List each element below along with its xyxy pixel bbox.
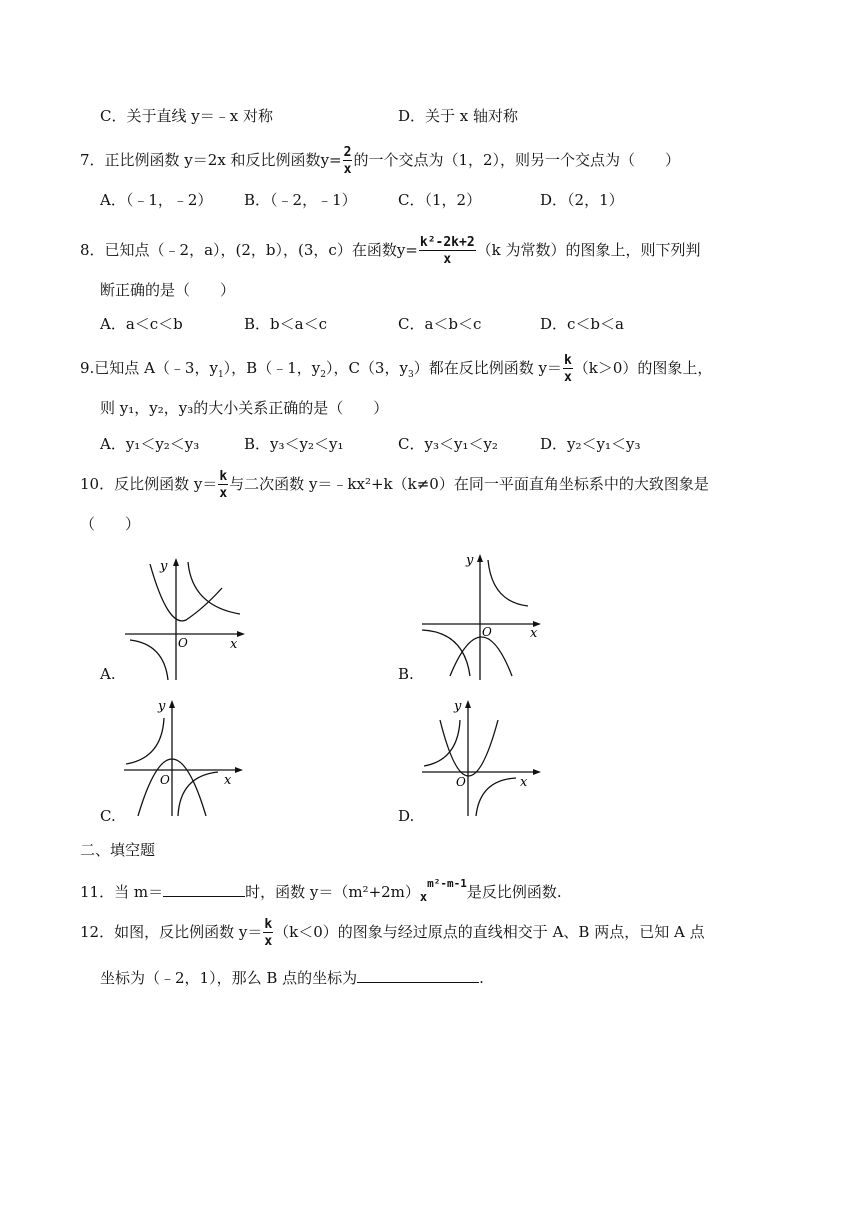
graph-a-label: A. xyxy=(100,665,116,683)
graph-d-label: D. xyxy=(398,807,415,825)
question-10-line-2: （ ） xyxy=(80,515,141,533)
question-8-line-2: 断正确的是（ ） xyxy=(100,281,236,299)
graph-c-label: C. xyxy=(100,807,116,825)
origin-label: O xyxy=(178,636,188,650)
graph-b xyxy=(420,548,550,683)
answer-blank[interactable] xyxy=(357,968,479,983)
question-8: 8．已知点（﹣2，a），(2，b），(3，c）在函数y= $\frac{\text{k²-2k+2}}{x}$ （k 为常数）的图象上，则下列判 xyxy=(80,235,701,267)
graph-c xyxy=(122,692,252,822)
fraction: $\frac{\text{k²-2k+2}}{x}$ xyxy=(419,235,475,267)
question-10: 10．反比例函数 y＝ $\frac{k}{x}$ 与二次函数 y＝﹣kx²+k（k≠0）在同一平面直角坐标系中的大致图象是 xyxy=(80,469,709,501)
q9-option-a: A．y₁＜y₂＜y₃ xyxy=(100,435,200,453)
hyperbola-branch-1 xyxy=(188,562,240,614)
hyperbola-branch-2 xyxy=(476,778,516,816)
question-9: 9.已知点 A（﹣3，$y_1$），B（﹣1，$y_2$），C（3，$y_3$）都在反比例函数 y＝ $\frac{k}{x}$ （k＞0）的图象上， xyxy=(80,353,713,385)
hyperbola-branch-1 xyxy=(488,560,528,606)
hyperbola-branch-2 xyxy=(422,630,470,676)
parabola-curve xyxy=(440,720,498,776)
q7-option-c: C．（1，2） xyxy=(398,191,482,209)
q7-option-a: A．（﹣1，﹣2） xyxy=(100,191,213,209)
q6-option-c: C．关于直线 y＝﹣x 对称 xyxy=(100,107,273,125)
question-12-line-2: 坐标为（﹣2，1），那么 B 点的坐标为 . xyxy=(100,969,484,987)
q9-option-c: C．y₃＜y₁＜y₂ xyxy=(398,435,498,453)
origin-label: O xyxy=(482,625,492,639)
hyperbola-branch-2 xyxy=(130,640,168,680)
hyperbola-branch-1 xyxy=(126,718,164,764)
q7-option-b: B．（﹣2，﹣1） xyxy=(244,191,357,209)
fraction: $\frac{k}{x}$ xyxy=(563,353,572,385)
question-7: 7．正比例函数 y＝2x 和反比例函数y= $\frac{2}{x}$ 的一个交点为（1，2），则另一个交点为（ ） xyxy=(80,145,681,177)
origin-label: O xyxy=(160,773,170,787)
q8-option-d: D．c＜b＜a xyxy=(540,315,624,333)
q9-option-d: D．y₂＜y₁＜y₃ xyxy=(540,435,641,453)
axis-y-label: y xyxy=(454,699,462,714)
parabola-curve xyxy=(450,637,512,676)
axis-x-label: x xyxy=(230,637,238,652)
fraction: $\frac{2}{x}$ xyxy=(343,145,352,177)
fraction: $\frac{k}{x}$ xyxy=(264,917,273,949)
fraction: $\frac{k}{x}$ xyxy=(219,469,228,501)
section-heading: 二、填空题 xyxy=(80,841,156,859)
axis-x-label: x xyxy=(224,773,232,788)
axis-x-label: x xyxy=(520,775,528,790)
axis-x-label: x xyxy=(530,626,538,641)
answer-blank[interactable] xyxy=(163,882,245,897)
graph-a xyxy=(120,548,250,683)
q8-option-b: B．b＜a＜c xyxy=(244,315,327,333)
q8-option-c: C．a＜b＜c xyxy=(398,315,482,333)
q8-option-a: A．a＜c＜b xyxy=(100,315,183,333)
axis-y-label: y xyxy=(466,553,474,568)
origin-label: O xyxy=(456,775,466,789)
q6-option-d: D．关于 x 轴对称 xyxy=(398,107,519,125)
graph-b-label: B. xyxy=(398,665,414,683)
question-11: 11．当 m＝ 时，函数 $y=(m^2+2m)_x^{m^2-m-1}$是反比例函数. xyxy=(80,877,562,904)
axis-y-label: y xyxy=(158,699,166,714)
graph-d xyxy=(420,692,550,822)
question-12: 12．如图，反比例函数 y＝ $\frac{k}{x}$ （k＜0）的图象与经过原点的直线相交于 A、B 两点，已知 A 点 xyxy=(80,917,705,949)
axis-y-label: y xyxy=(160,559,168,574)
q7-option-d: D．（2，1） xyxy=(540,191,624,209)
question-9-line-2: 则 y₁，y₂，y₃的大小关系正确的是（ ） xyxy=(100,399,389,417)
q9-option-b: B．y₃＜y₂＜y₁ xyxy=(244,435,344,453)
